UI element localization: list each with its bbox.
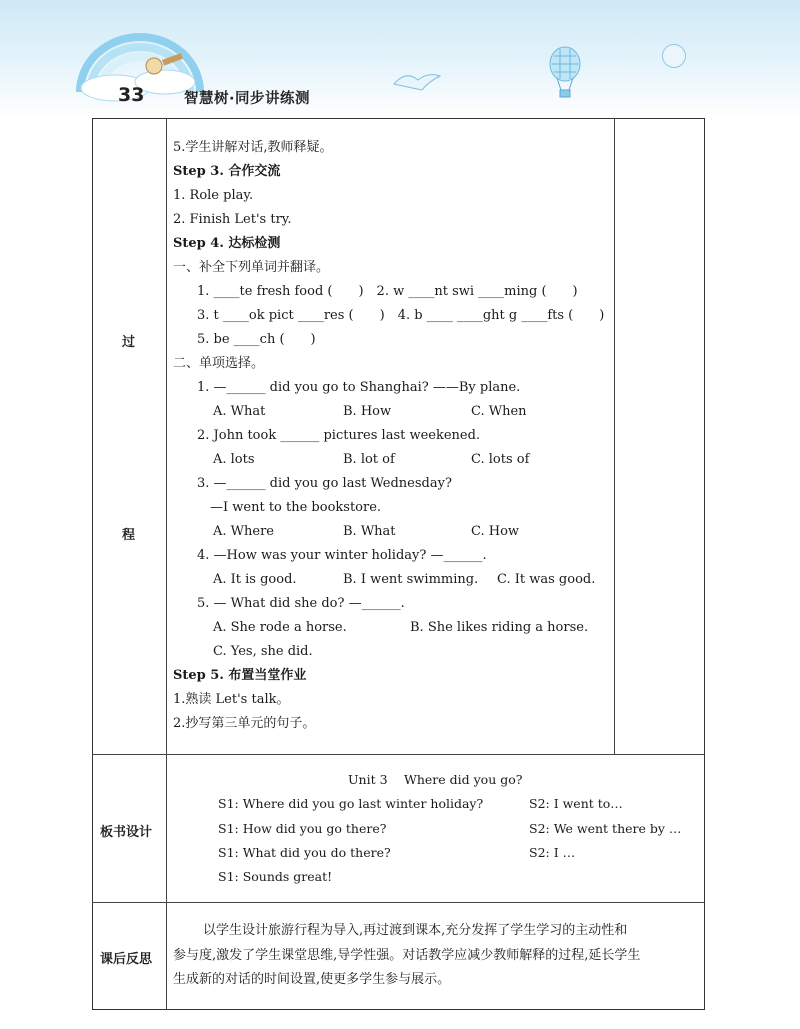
process-line: 1.熟读 Let's talk。 [173,692,290,707]
board-title: Unit 3 Where did you go? [348,772,523,787]
page-number: 33 [118,84,145,106]
question-item: 4. —How was your winter holiday? —______. [197,548,487,563]
book-title: 智慧树·同步讲练测 [184,91,311,107]
step-heading: Step 4. 达标检测 [173,236,281,251]
option-c: C. When [471,404,527,419]
option-b: B. How [343,404,392,419]
board-s2-line: S2: We went there by … [529,821,682,836]
step-heading: Step 3. 合作交流 [173,164,281,179]
reflection-line: 参与度,激发了学生课堂思维,导学性强。对话教学应减少教师解释的过程,延长学生 [173,948,641,963]
option-a: A. Where [213,524,274,539]
right-column-divider [614,118,615,754]
board-s2-line: S2: I went to… [529,796,623,811]
reflection-line: 以学生设计旅游行程为导入,再过渡到课本,充分发挥了学生学习的主动性和 [203,923,628,938]
option-c: C. How [471,524,520,539]
option-a: A. She rode a horse. [213,620,347,635]
fill-in-item: 1. ____te fresh food ( ) 2. w ____nt swi ____ming ( ) [197,284,578,299]
exercise-heading: 二、单项选择。 [173,356,265,371]
row-divider-reflection [92,902,705,903]
question-item: 1. —______ did you go to Shanghai? ——By plane. [197,380,521,395]
process-label-bottom: 程 [122,528,136,543]
process-line: 2.抄写第三单元的句子。 [173,716,316,731]
board-s2-line: S2: I … [529,845,576,860]
row-divider-board [92,754,705,755]
reflection-line: 生成新的对话的时间设置,使更多学生参与展示。 [173,972,451,987]
option-b: B. What [343,524,396,539]
fill-in-item: 3. t ____ok pict ____res ( ) 4. b ____ ____ght g ____fts ( ) [197,308,605,323]
option-c: C. Yes, she did. [213,644,313,659]
board-s1-line: S1: Sounds great! [218,869,333,884]
board-s1-line: S1: What did you do there? [218,845,391,860]
reflection-label: 课后反思 [100,952,153,967]
fill-in-item: 5. be ____ch ( ) [197,332,316,347]
option-a: A. It is good. [213,572,297,587]
option-b: B. lot of [343,452,395,467]
question-item: 5. — What did she do? —______. [197,596,405,611]
process-line: 5.学生讲解对话,教师释疑。 [173,140,333,155]
question-item: 3. —______ did you go last Wednesday? [197,476,452,491]
option-b: B. She likes riding a horse. [410,620,589,635]
option-c: C. lots of [471,452,530,467]
question-answer: —I went to the bookstore. [210,500,382,515]
option-c: C. It was good. [497,572,596,587]
question-item: 2. John took ______ pictures last weekened. [197,428,481,443]
board-design-label: 板书设计 [100,825,153,840]
board-s1-line: S1: Where did you go last winter holiday? [218,796,484,811]
left-column-divider [166,118,167,1010]
option-b: B. I went swimming. [343,572,479,587]
board-s1-line: S1: How did you go there? [218,821,387,836]
hot-air-balloon-icon [548,46,582,100]
bird-illustration [392,68,442,94]
exercise-heading: 一、补全下列单词并翻译。 [173,260,330,275]
process-line: 1. Role play. [173,188,254,203]
sun-icon [662,44,686,68]
process-label-top: 过 [122,335,136,350]
process-line: 2. Finish Let's try. [173,212,292,227]
option-a: A. What [213,404,266,419]
step-heading: Step 5. 布置当堂作业 [173,668,307,683]
option-a: A. lots [213,452,255,467]
